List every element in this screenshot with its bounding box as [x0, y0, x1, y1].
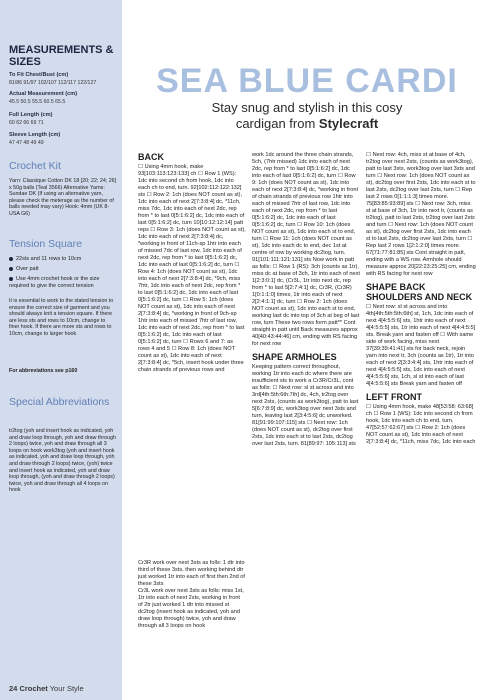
tension-bullet: Over patt	[9, 266, 117, 273]
subtitle-line-1: Stay snug and stylish in this cosy	[211, 100, 403, 115]
crochet-kit-title: Crochet Kit	[9, 160, 61, 172]
pattern-subtitle	[130, 100, 484, 132]
measure-label: Full Length (cm)	[9, 112, 53, 118]
tension-title: Tension Square	[9, 238, 82, 250]
tension-body: It is essential to work to the stated tension to ensure the correct size of garment and you should always knit a tension square. If there are less sts and rows to 10cm, change to finer hook. If there are more sts and rows to 10cm, change to larger hook	[9, 298, 114, 337]
measurements-title: MEASUREMENTS & SIZES	[9, 44, 114, 68]
column-middle	[252, 152, 360, 448]
abbreviations-note: For abbreviations see p160	[9, 368, 78, 374]
brand-name: Stylecraft	[318, 116, 379, 131]
back-instructions: ☐ Using 4mm hook, make 93[103:113:123:133] ch ☐ Row 1 (WS): 1dc into second ch from hook, 1dc into each ch to end, turn. 92[102:112:122:132] sts ☐ Row 2: 1ch (does NOT count as st), 1dc into each of next 2[7:3:8:4] dc, *11ch, miss 7dc, 1dc into each of next 2dc, rep from * to last 0[5:1:6:2] dc, 1dc into each of last 0[5:1:6:2] dc, turn 10[10:12:12:14] patt reps ☐ Row 3: 1ch (does NOT count as st), 1dc into each of next 2[7:3:8:4] dc, *working in front of 11ch-sp 1htr into each of missed 7dc of last row, 1dc into each of next 2dc, rep from * to last 0[5:1:6:2] dc, 1dc into each of last 0[5:1:6:2] dc, turn ☐ Row 4: 1ch (does NOT count as st), 1dc into each of next 2[7:3:8:4] dc, *9ch, miss 7htr, 1dc into each of next 2dc, rep from * to last 0[5:1:6:2] dc, 1dc into each of last 0[5:1:6:2] dc, turn ☐ Row 5: 1ch (does NOT count as st), 1dc into each of next 2[7:3:8:4] dc, *working in front of 9ch-sp 1htr into each of missed 7htr of last row, 1dc into each of next 2dc, rep from * to last 0[5:1:6:2] dc, 1dc into each of last 0[5:1:6:2] dc, turn ☐ Rows 6 and 7: as rows 4 and 5 ☐ Row 8: 1ch (does NOT count as st), 1dc into each of next 2[7:3:8:4] dc, *5ch, insert hook under three chain strands of previous rows and	[138, 164, 246, 373]
tension-bullet: Use 4mm crochet hook or the size required to give the correct tension	[9, 276, 100, 289]
measure-label: Actual Measurement (cm)	[9, 91, 78, 97]
bullet-icon	[9, 267, 13, 271]
tension-bullet: 22sts and 11 rows to 10cm	[9, 256, 117, 263]
back-continued: work 1dc around the three chain strands, 5ch, (7htr missed) 1dc into each of next 2dc, rep from * to last 0[5:1:6:2] dc, 1dc into each of last 0[5:1:6:2] dc, turn ☐ Row 9: 1ch (does NOT count as st), 1dc into each of next 2[7:3:8:4] dc, *working in front of chain strands of previous row 1htr into each of missed 7htr of last row, 1dc into each of next 2dc, rep from * to last 0[5:1:6:2] dc, 1dc into each of last 0[5:1:6:2] dc, turn ☐ Row 10: 1ch (does NOT count as st), 1dc into each st to end, turn ☐ Row 11: 1ch (does NOT count as st), 1dc into each dc to end, dec 1st at centre of row by working dc2tog, turn. 91[101:111:121:131] sts Now work in patt as folls: ☐ Row 1 (RS): 3ch (counts as 1tr), miss dc at base of 3ch, 1tr into each of next 1[2:3:0:1] dc, (Cr3L, 1tr into next dc, rep from * to last 5[2:7:4:1] dc, Cr3R, (Cr3R) 1[0:1:1:0] times, 1tr into each of next 2[2:4:1:1] dc, turn ☐ Row 2: 1ch (does NOT count as st), 1dc into each st to end, working last dc into top of 3ch at beg of last row, turn These two rows form patt** Cont straight in patt until Back measures approx 40[40:43:44:46] cm, ending with RS facing for next row	[252, 152, 360, 347]
section-heading-shoulders: SHAPE BACK SHOULDERS AND NECK	[366, 282, 473, 302]
bullet-icon	[9, 277, 13, 281]
magazine-name: Crochet	[19, 684, 48, 693]
magazine-tagline: Your Style	[49, 684, 84, 693]
armhole-instructions: Keeping pattern correct throughout, working 1tr into each dc where there are insufficient sts to work a Cr3R/Cr3L, cont as folls: ☐ Next row: sl st across and into 3rd[4th:5th:6th:7th] dc, 4ch, tr2tog over next 2sts, (counts as work3tog), patt to last 5[6:7:8:9] dc, work3tog over next 3sts and turn, leaving last 2[3:4:5:6] dc unworked. 81[91:99:107:115] sts ☐ Next row: 1ch (does NOT count as st), dc2tog over first 2sts, 1dc into each st to last 2sts, dc2tog over last 2sts, turn. 81[89:97: 105:113] sts	[252, 364, 359, 447]
page-footer	[9, 684, 84, 693]
measure-label: Sleeve Length (cm)	[9, 132, 61, 138]
measure-label: To Fit Chest/Bust (cm)	[9, 72, 69, 78]
bullet-icon	[9, 257, 13, 261]
shoulder-instructions: ☐ Next row: sl st across and into 4th[4th:5th:5th:6th] st, 1ch, 1dc into each of next 4[4:5:5:6] sts, 1htr into each of next 4[4:5:5:5] sts, 1tr into each of next 4[4:4:5:5] sts. Break yarn and fasten off ☐ With same side of work facing, miss next 37[39:39:41:41] sts for back neck, rejoin yarn into next tr, 3ch (counts as 1tr), 1tr into each of next 2[3:3:4:4] sts, 1htr into each of next 4[4:5:5:5] sts, 1dc into each of next 4[4:5:5:6] sts, 1ch, sl st into each of last 4[4:5:5:6] sts Break yarn and fasten off	[366, 304, 476, 387]
pattern-title: SEA BLUE CARDI	[156, 62, 458, 100]
armhole-continued: ☐ Next row: 4ch, miss st at base of 4ch, tr2tog over next 2sts, (counts as work3tog), patt to last 3sts, work3tog over last 3sts and turn ☐ Next row: 1ch (does NOT count as st), dc2tog over first 2sts, 1dc into each st to last 2sts, dc2tog over last 2sts, turn ☐ Rep last 2 rows 0[1:1:1:3] times more. 75[83:85:93:89] sts ☐ Next row: 3ch, miss st at base of 3ch, 1tr into next tr, (counts as tr2tog), patt to last 2sts, tr2tog over last 2sts and turn ☐ Next row: 1ch (does NOT count as st), dc2tog over first 2sts, 1dc into each st to last 2sts, dc2tog over last 2sts, turn ☐ Rep last 2 rows 1[2:1:2:0] times more. 67[71:77:81:85] sts Cont straight in patt, ending with a WS row. Armhole should measure approx 20[22:23:25:25] cm, ending with RS facing for next row	[366, 152, 476, 277]
subtitle-line-2: cardigan from Stylecraft	[235, 116, 379, 131]
measure-values: 81/86 91/97 102/107 112/117 122/127	[9, 80, 97, 86]
special-abbreviations-title: Special Abbreviations	[9, 396, 110, 408]
special-abbreviations-body: tr2tog (yoh and insert hook as indicated, yoh and draw loop through, yoh and draw through 2 loops) twice, yoh and draw through all 3 loops on hook work3tog (yoh and insert hook as indicated, yoh and draw loop through, yoh and draw through 2 loops) twice, (yoh) twice and insert hook as indicated, yoh and draw loop through, (yoh and draw through 2 loops) twice, yoh and draw through all 4 loops on hook	[9, 428, 116, 494]
section-heading-left-front: LEFT FRONT	[366, 392, 422, 402]
section-heading-armholes: SHAPE ARMHOLES	[252, 352, 337, 362]
section-heading-back: BACK	[138, 152, 164, 162]
measure-values: 47 47 48 49 49	[9, 140, 44, 146]
measure-values: 45.5 50.5 55.5 60.5 65.5	[9, 99, 66, 105]
left-front-instructions: ☐ Using 4mm hook, make 48[53:58: 63:68] ch ☐ Row 1 (WS): 1dc into second ch from hook, 1dc into each ch to end, turn. 47[52:57:62:67] sts ☐ Row 2: 1ch (does NOT count as st), 1dc into each of next 2[7:3:8:4] dc, *11ch, miss 7dc, 1dc into each	[366, 404, 476, 445]
measure-values: 60 62 66 69 71	[9, 120, 44, 126]
abbrev-box: Cr3R work over next 3sts as folls: 1 dtr into third of these 3sts, then working behind dtr just worked 1tr into each of first then 2nd of these 3sts Cr3L work over next 3sts as folls: miss 1st, 1tr into each of next 2sts, working in front of 2tr just worked 1 dtr into missed st dc2tog (insert hook as indicated, yoh and draw loop through) twice, yoh and draw through all 3 loops on hook	[138, 560, 245, 629]
column-right	[366, 152, 476, 446]
column-back	[138, 152, 246, 374]
crochet-kit-body: Yarn: Classique Cotton DK 18 [20; 22; 24; 26] x 50g balls (Teal 3566) Alternative Yarns: Sundae DK (If using an alternative yarn, please check the meterage as the number of balls needed may vary) Hook: 4mm (UK 8-USA G6)	[9, 178, 117, 217]
sidebar-panel	[0, 0, 122, 700]
page-number: 24	[9, 684, 18, 693]
